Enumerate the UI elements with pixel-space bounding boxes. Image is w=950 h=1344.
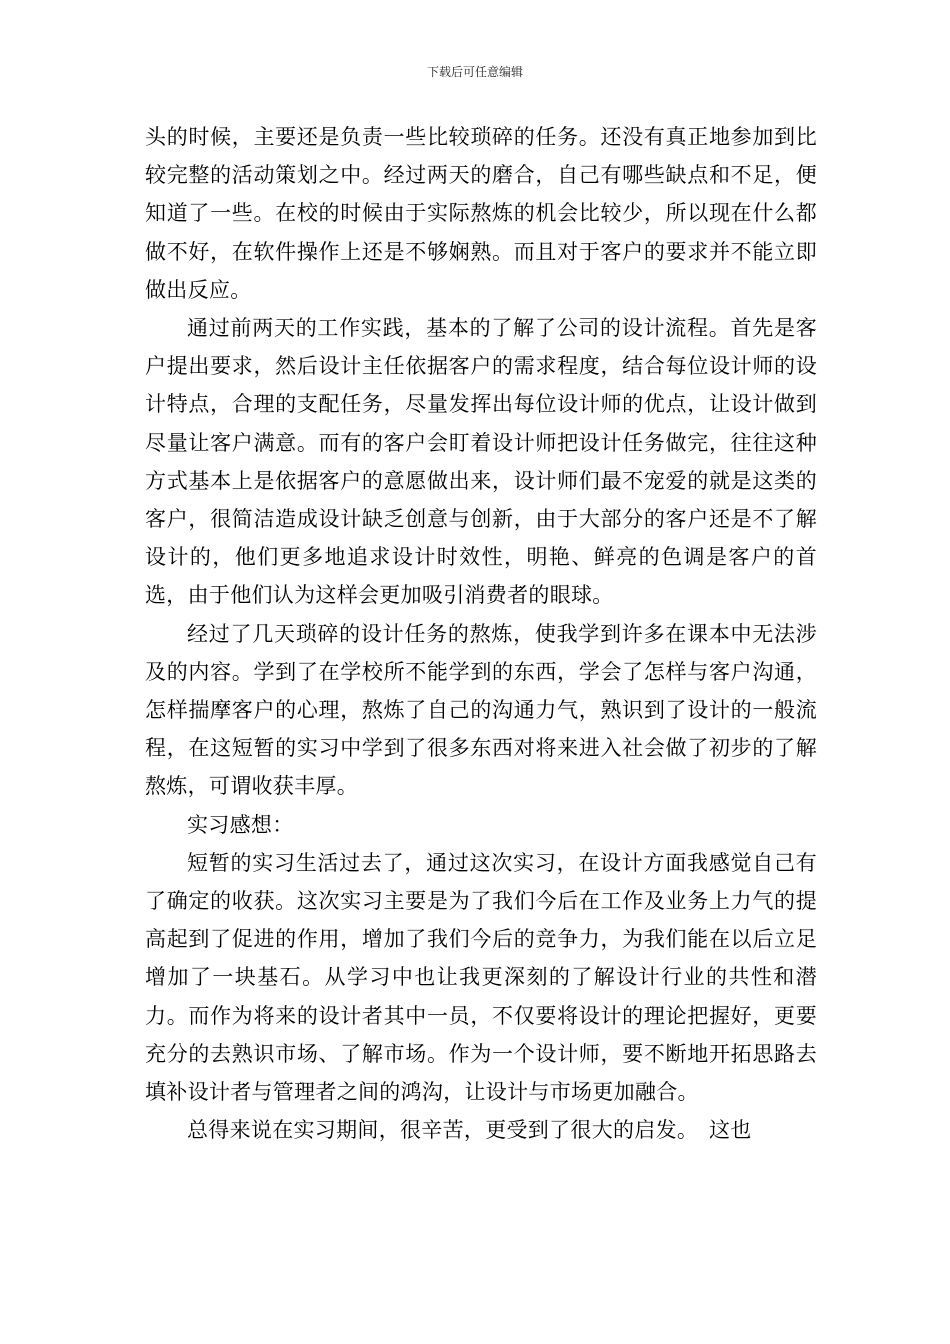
paragraph-learning: 经过了几天琐碎的设计任务的熬炼，使我学到许多在课本中无法涉及的内容。学到了在学校所不能学到的东西，学会了怎样与客户沟通，怎样揣摩客户的心理，熬炼了自己的沟通力气，熟识到了设计的一般流程，在这短暂的实习中学到了很多东西对将来进入社会做了初步的了解熬炼，可谓收获丰厚。 bbox=[145, 621, 817, 799]
document-body bbox=[145, 118, 817, 1149]
page-header: 下载后可任意编辑 bbox=[426, 65, 523, 79]
paragraph-reflections: 短暂的实习生活过去了，通过这次实习，在设计方面我感觉自己有了确定的收获。这次实习主要是为了我们今后在工作及业务上力气的提高起到了促进的作用，增加了我们今后的竞争力，为我们能在以后立足增加了一块基石。从学习中也让我更深刻的了解设计行业的共性和潜力。而作为将来的设计者其中一员，不仅要将设计的理论把握好，更要充分的去熟识市场、了解市场。作为一个设计师，要不断地开拓思路去填补设计者与管理者之间的鸿沟，让设计与市场更加融合。 bbox=[145, 850, 817, 1105]
paragraph-design-process: 通过前两天的工作实践，基本的了解了公司的设计流程。首先是客户提出要求，然后设计主任依据客户的需求程度，结合每位设计师的设计特点，合理的支配任务，尽量发挥出每位设计师的优点，让设计做到尽量让客户满意。而有的客户会盯着设计师把设计任务做完，往往这种方式基本上是依据客户的意愿做出来，设计师们最不宠爱的就是这类的客户，很简洁造成设计缺乏创意与创新，由于大部分的客户还是不了解设计的，他们更多地追求设计时效性，明艳、鲜亮的色调是客户的首选，由于他们认为这样会更加吸引消费者的眼球。 bbox=[145, 316, 817, 608]
section-heading-reflections: 实习感想： bbox=[187, 812, 294, 837]
paragraph-continued: 头的时候，主要还是负责一些比较琐碎的任务。还没有真正地参加到比较完整的活动策划之中。经过两天的磨合，自己有哪些缺点和不足，便知道了一些。在校的时候由于实际熬炼的机会比较少，所以现在什么都做不好，在软件操作上还是不够娴熟。而且对于客户的要求并不能立即做出反应。 bbox=[145, 125, 817, 302]
paragraph-summary: 总得来说在实习期间，很辛苦，更受到了很大的启发。 这也 bbox=[187, 1118, 752, 1143]
